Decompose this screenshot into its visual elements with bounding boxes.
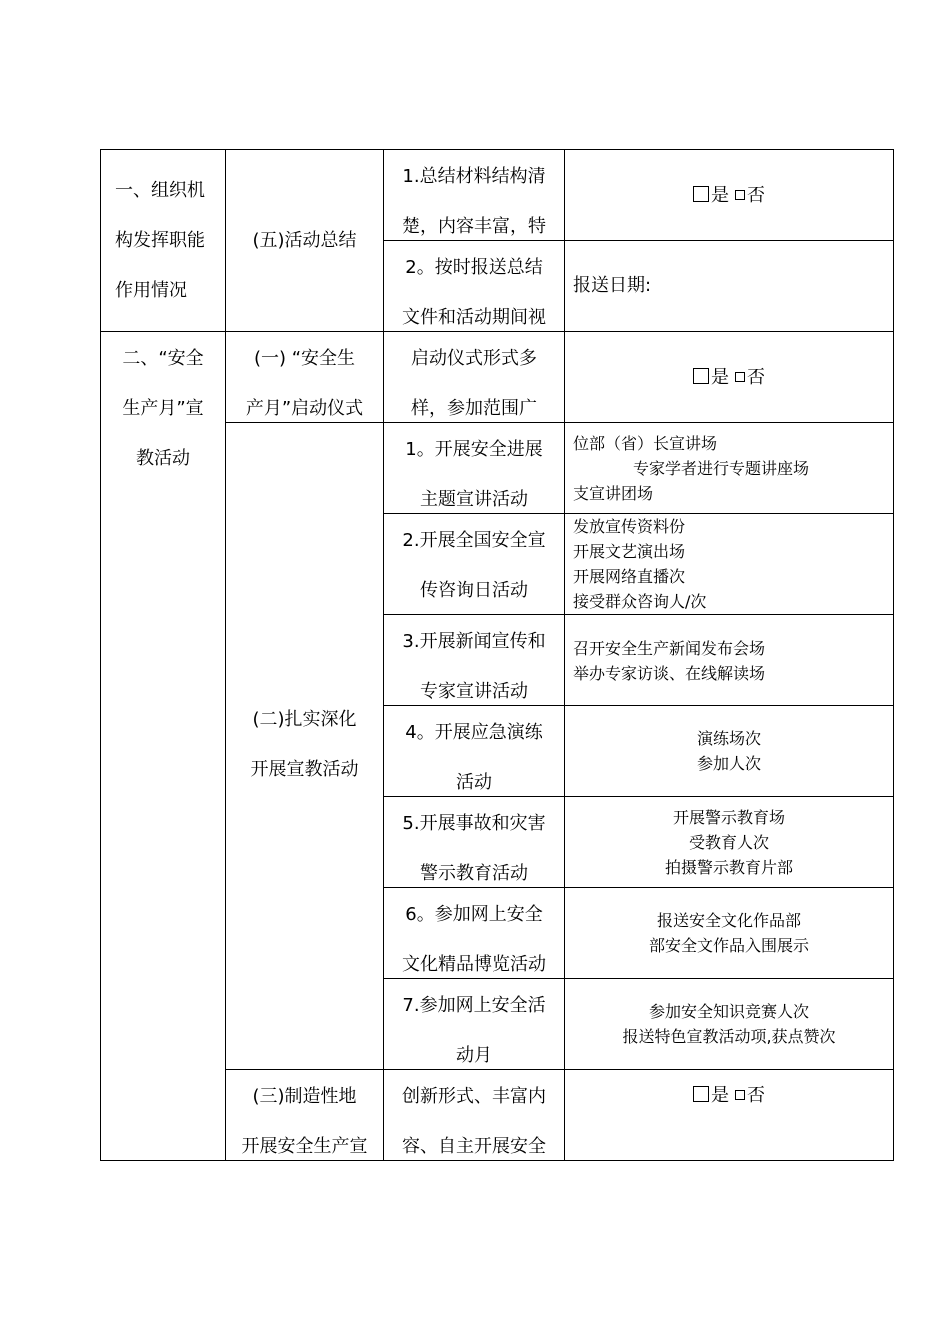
result-line: 参加安全知识竞赛人次: [648, 1002, 809, 1021]
criteria-cell: [384, 797, 565, 888]
criteria-line: 启动仪式形式多: [411, 348, 537, 369]
category-line: 一、组织机: [115, 180, 205, 201]
result-cell: [565, 979, 894, 1070]
criteria-line: 容、自主开展安全: [402, 1136, 546, 1157]
item-cell: [226, 150, 384, 332]
result-cell: [565, 150, 894, 241]
result-line: 受教育人次: [688, 833, 769, 852]
criteria-cell: [384, 888, 565, 979]
result-cell: [565, 706, 894, 797]
criteria-cell: [384, 706, 565, 797]
yes-checkbox[interactable]: [693, 1086, 709, 1102]
result-line: 参加人次: [696, 754, 761, 773]
criteria-line: 传咨询日活动: [420, 580, 528, 601]
criteria-line: 专家宣讲活动: [420, 681, 528, 702]
yes-label: 是: [711, 185, 729, 206]
criteria-line: 3.开展新闻宣传和: [402, 631, 546, 652]
result-cell: [565, 888, 894, 979]
item-label: (五)活动总结: [252, 229, 357, 251]
criteria-line: 2。按时报送总结: [405, 257, 543, 278]
item-line: (二)扎实深化: [252, 709, 357, 730]
result-line: 演练场次: [696, 729, 761, 748]
item-line: (一) “安全生: [253, 348, 356, 369]
item-line: 开展宣教活动: [250, 759, 359, 780]
result-line: 专家学者进行专题讲座场: [633, 459, 810, 478]
result-line: 拍摄警示教育片部: [664, 858, 793, 877]
criteria-line: 文件和活动期间视: [402, 307, 546, 328]
result-cell: [565, 615, 894, 706]
result-line: 报送特色宣教活动项,获点赞次: [622, 1027, 836, 1046]
table-row: [101, 332, 894, 423]
criteria-line: 2.开展全国安全宣: [402, 530, 546, 551]
no-checkbox[interactable]: [735, 1090, 745, 1100]
criteria-line: 文化精品博览活动: [402, 954, 546, 975]
criteria-cell: [384, 514, 565, 615]
criteria-cell: [384, 423, 565, 514]
result-line: 位部（省）长宣讲场: [573, 434, 718, 453]
criteria-cell: [384, 241, 565, 332]
result-line: 开展文艺演出场: [573, 542, 686, 561]
yes-checkbox[interactable]: [693, 368, 709, 384]
result-line: 发放宣传资料份: [573, 517, 686, 536]
result-cell: [565, 514, 894, 615]
result-cell: [565, 332, 894, 423]
criteria-cell: [384, 150, 565, 241]
no-label: 否: [747, 367, 765, 388]
criteria-line: 1.总结材料结构清: [402, 166, 546, 187]
criteria-line: 创新形式、丰富内: [402, 1086, 546, 1107]
yes-checkbox[interactable]: [693, 186, 709, 202]
result-cell: [565, 1070, 894, 1161]
result-cell: [565, 423, 894, 514]
table-row: [101, 150, 894, 241]
evaluation-table: [100, 149, 894, 1161]
category-line: 生产月”宣: [122, 398, 204, 419]
criteria-cell: [384, 332, 565, 423]
category-line: 二、“安全: [122, 348, 204, 369]
result-cell: [565, 797, 894, 888]
category-line: 教活动: [136, 448, 190, 469]
result-line: 支宣讲团场: [573, 484, 654, 503]
criteria-line: 4。开展应急演练: [405, 722, 543, 743]
criteria-line: 7.参加网上安全活: [402, 995, 546, 1016]
item-cell: [226, 423, 384, 1070]
result-line: 接受群众咨询人/次: [573, 592, 707, 611]
item-cell: [226, 1070, 384, 1161]
criteria-line: 1。开展安全进展: [405, 439, 543, 460]
result-line: 报送安全文化作品部: [656, 911, 801, 930]
criteria-line: 楚，内容丰富，特: [402, 216, 546, 237]
result-line: 开展警示教育场: [672, 808, 785, 827]
result-line: 部安全文作品入围展示: [648, 936, 809, 955]
criteria-line: 动月: [456, 1045, 492, 1066]
criteria-line: 活动: [456, 772, 492, 793]
result-line: 召开安全生产新闻发布会场: [573, 639, 766, 658]
criteria-line: 样，参加范围广: [411, 398, 537, 419]
submit-date-label: 报送日期:: [573, 275, 652, 296]
no-checkbox[interactable]: [735, 190, 745, 200]
result-cell: [565, 241, 894, 332]
criteria-line: 6。参加网上安全: [405, 904, 543, 925]
criteria-cell: [384, 615, 565, 706]
criteria-line: 主题宣讲活动: [420, 489, 528, 510]
result-line: 开展网络直播次: [573, 567, 686, 586]
criteria-line: 警示教育活动: [420, 863, 528, 884]
category-line: 作用情况: [115, 280, 187, 301]
item-line: 产月”启动仪式: [245, 398, 364, 419]
yes-label: 是: [711, 1085, 729, 1106]
category-cell: [101, 150, 226, 332]
item-line: 开展安全生产宣: [241, 1136, 368, 1157]
criteria-cell: [384, 1070, 565, 1161]
criteria-line: 5.开展事故和灾害: [402, 813, 546, 834]
yes-label: 是: [711, 367, 729, 388]
result-line: 举办专家访谈、在线解读场: [573, 664, 766, 683]
item-cell: [226, 332, 384, 423]
no-label: 否: [747, 1085, 765, 1106]
criteria-cell: [384, 979, 565, 1070]
no-label: 否: [747, 185, 765, 206]
category-line: 构发挥职能: [115, 230, 205, 251]
item-line: (三)制造性地: [252, 1086, 357, 1107]
category-cell: [101, 332, 226, 1161]
no-checkbox[interactable]: [735, 372, 745, 382]
